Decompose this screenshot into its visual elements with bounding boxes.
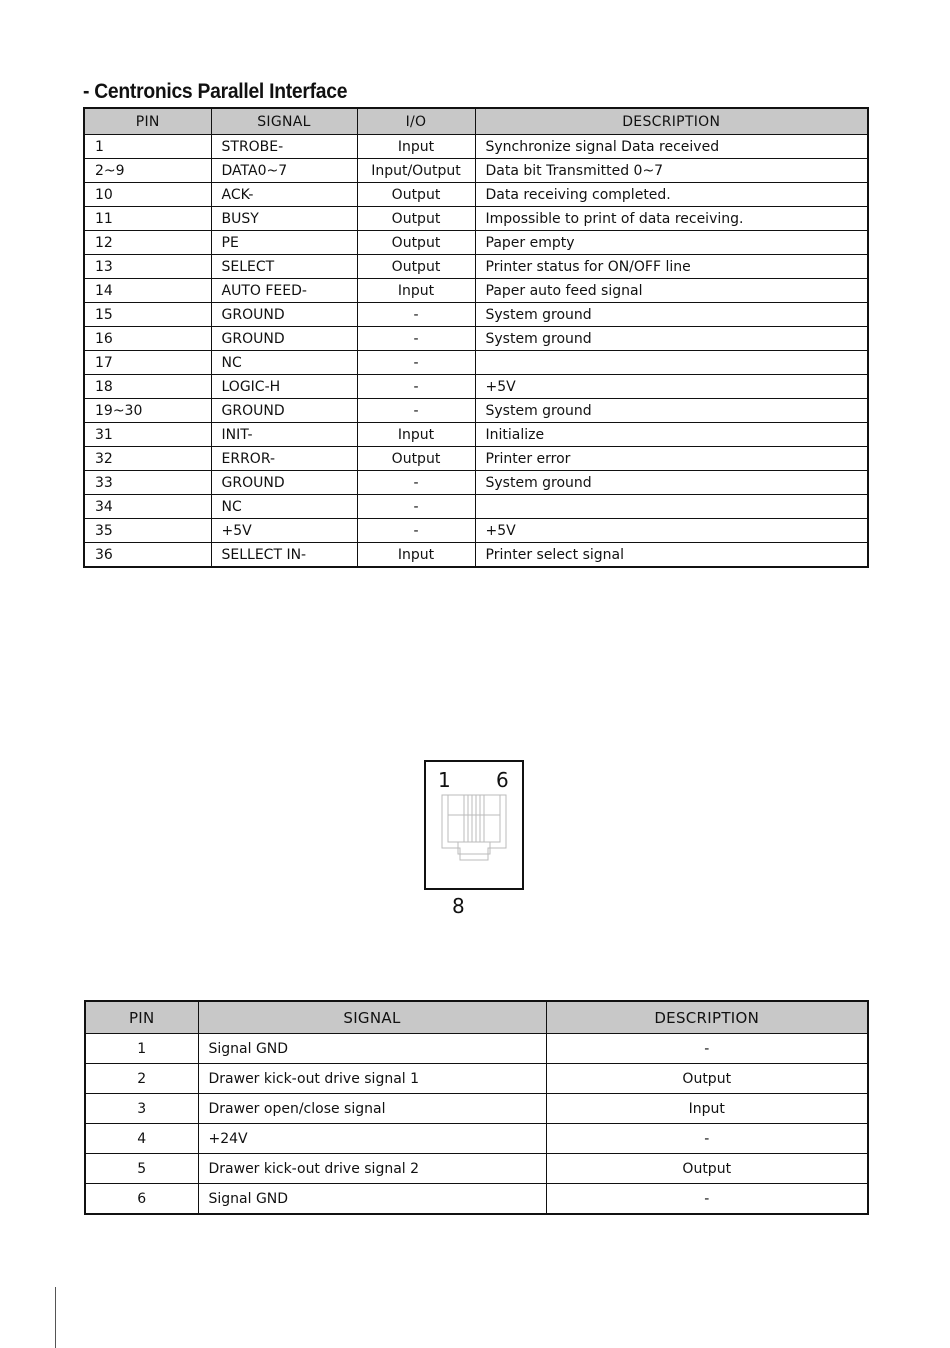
cell-io: Output: [357, 255, 475, 279]
cell-pin: 1: [84, 135, 211, 159]
cell-pin: 3: [85, 1094, 198, 1124]
cell-sig: BUSY: [211, 207, 357, 231]
cell-sig: GROUND: [211, 471, 357, 495]
cell-desc: Data receiving completed.: [475, 183, 868, 207]
cell-desc: -: [546, 1034, 868, 1064]
cell-sig: AUTO FEED-: [211, 279, 357, 303]
cell-desc: Printer select signal: [475, 543, 868, 568]
cell-desc: System ground: [475, 471, 868, 495]
cell-io: Output: [357, 183, 475, 207]
drawer-connector-table: [84, 1000, 869, 1215]
cell-pin: 13: [84, 255, 211, 279]
cell-desc: Input: [546, 1094, 868, 1124]
table-row: [84, 495, 868, 519]
connector-pin-1-label: 1: [438, 768, 451, 792]
table-row: [85, 1064, 868, 1094]
header-pin: PIN: [85, 1001, 198, 1034]
header-signal: SIGNAL: [211, 108, 357, 135]
drawer-table-body: [85, 1034, 868, 1215]
cell-io: -: [357, 375, 475, 399]
cell-pin: 35: [84, 519, 211, 543]
cell-sig: SELLECT IN-: [211, 543, 357, 568]
cell-pin: 19~30: [84, 399, 211, 423]
table-row: [84, 159, 868, 183]
table-row: [85, 1094, 868, 1124]
cell-desc: Printer status for ON/OFF line: [475, 255, 868, 279]
cell-pin: 31: [84, 423, 211, 447]
cell-desc: -: [546, 1124, 868, 1154]
table-row: [84, 135, 868, 159]
cell-io: -: [357, 351, 475, 375]
cell-pin: 36: [84, 543, 211, 568]
modular-connector-diagram: [424, 760, 524, 918]
cell-desc: Printer error: [475, 447, 868, 471]
cell-io: Input: [357, 279, 475, 303]
table-row: [84, 279, 868, 303]
header-signal: SIGNAL: [198, 1001, 546, 1034]
cell-pin: 15: [84, 303, 211, 327]
cell-sig: LOGIC-H: [211, 375, 357, 399]
cell-io: -: [357, 471, 475, 495]
cell-desc: Synchronize signal Data received: [475, 135, 868, 159]
cell-desc: Output: [546, 1064, 868, 1094]
header-description: DESCRIPTION: [475, 108, 868, 135]
cell-sig: INIT-: [211, 423, 357, 447]
table-row: [85, 1034, 868, 1064]
table-row: [84, 423, 868, 447]
cell-desc: System ground: [475, 327, 868, 351]
cell-pin: 12: [84, 231, 211, 255]
cell-io: -: [357, 327, 475, 351]
table-row: [84, 207, 868, 231]
cell-io: Output: [357, 207, 475, 231]
parallel-interface-table: [83, 107, 869, 568]
cell-desc: Output: [546, 1154, 868, 1184]
cell-pin: 2~9: [84, 159, 211, 183]
connector-pin-6-label: 6: [496, 768, 509, 792]
cell-sig: SELECT: [211, 255, 357, 279]
table-row: [84, 327, 868, 351]
cell-pin: 34: [84, 495, 211, 519]
cell-io: -: [357, 399, 475, 423]
table-header-row: [84, 108, 868, 135]
margin-rule: [55, 1287, 56, 1348]
table-row: [84, 447, 868, 471]
header-io: I/O: [357, 108, 475, 135]
cell-pin: 6: [85, 1184, 198, 1215]
cell-sig: Drawer kick-out drive signal 2: [198, 1154, 546, 1184]
table-row: [84, 471, 868, 495]
cell-desc: [475, 351, 868, 375]
cell-desc: +5V: [475, 519, 868, 543]
cell-io: Output: [357, 231, 475, 255]
cell-sig: Drawer open/close signal: [198, 1094, 546, 1124]
cell-sig: NC: [211, 351, 357, 375]
cell-sig: +5V: [211, 519, 357, 543]
cell-sig: DATA0~7: [211, 159, 357, 183]
table-row: [84, 303, 868, 327]
cell-sig: GROUND: [211, 399, 357, 423]
table-row: [84, 351, 868, 375]
header-description: DESCRIPTION: [546, 1001, 868, 1034]
table-header-row: [85, 1001, 868, 1034]
cell-io: -: [357, 495, 475, 519]
cell-io: Input: [357, 543, 475, 568]
cell-desc: Initialize: [475, 423, 868, 447]
table-row: [84, 231, 868, 255]
parallel-table-body: [84, 135, 868, 568]
cell-sig: GROUND: [211, 327, 357, 351]
connector-number-label: 8: [452, 894, 465, 918]
cell-sig: NC: [211, 495, 357, 519]
section-title: - Centronics Parallel Interface: [83, 80, 348, 103]
cell-io: Input: [357, 135, 475, 159]
cell-desc: +5V: [475, 375, 868, 399]
cell-io: -: [357, 519, 475, 543]
cell-pin: 16: [84, 327, 211, 351]
cell-pin: 1: [85, 1034, 198, 1064]
cell-pin: 14: [84, 279, 211, 303]
cell-desc: Paper empty: [475, 231, 868, 255]
cell-sig: Signal GND: [198, 1184, 546, 1215]
cell-desc: Data bit Transmitted 0~7: [475, 159, 868, 183]
table-row: [84, 399, 868, 423]
table-row: [84, 543, 868, 568]
table-row: [84, 375, 868, 399]
cell-pin: 33: [84, 471, 211, 495]
cell-pin: 11: [84, 207, 211, 231]
header-pin: PIN: [84, 108, 211, 135]
cell-io: Output: [357, 447, 475, 471]
cell-pin: 2: [85, 1064, 198, 1094]
cell-sig: ERROR-: [211, 447, 357, 471]
cell-desc: System ground: [475, 303, 868, 327]
cell-desc: -: [546, 1184, 868, 1215]
cell-sig: Drawer kick-out drive signal 1: [198, 1064, 546, 1094]
cell-io: -: [357, 303, 475, 327]
cell-io: Input/Output: [357, 159, 475, 183]
cell-pin: 5: [85, 1154, 198, 1184]
cell-desc: [475, 495, 868, 519]
table-row: [85, 1154, 868, 1184]
cell-pin: 32: [84, 447, 211, 471]
table-row: [84, 519, 868, 543]
cell-pin: 18: [84, 375, 211, 399]
cell-sig: PE: [211, 231, 357, 255]
table-row: [85, 1184, 868, 1215]
cell-pin: 17: [84, 351, 211, 375]
table-row: [85, 1124, 868, 1154]
table-row: [84, 255, 868, 279]
cell-sig: +24V: [198, 1124, 546, 1154]
cell-pin: 4: [85, 1124, 198, 1154]
cell-sig: GROUND: [211, 303, 357, 327]
cell-desc: Impossible to print of data receiving.: [475, 207, 868, 231]
cell-desc: Paper auto feed signal: [475, 279, 868, 303]
cell-pin: 10: [84, 183, 211, 207]
cell-desc: System ground: [475, 399, 868, 423]
cell-sig: ACK-: [211, 183, 357, 207]
cell-io: Input: [357, 423, 475, 447]
table-row: [84, 183, 868, 207]
cell-sig: STROBE-: [211, 135, 357, 159]
cell-sig: Signal GND: [198, 1034, 546, 1064]
